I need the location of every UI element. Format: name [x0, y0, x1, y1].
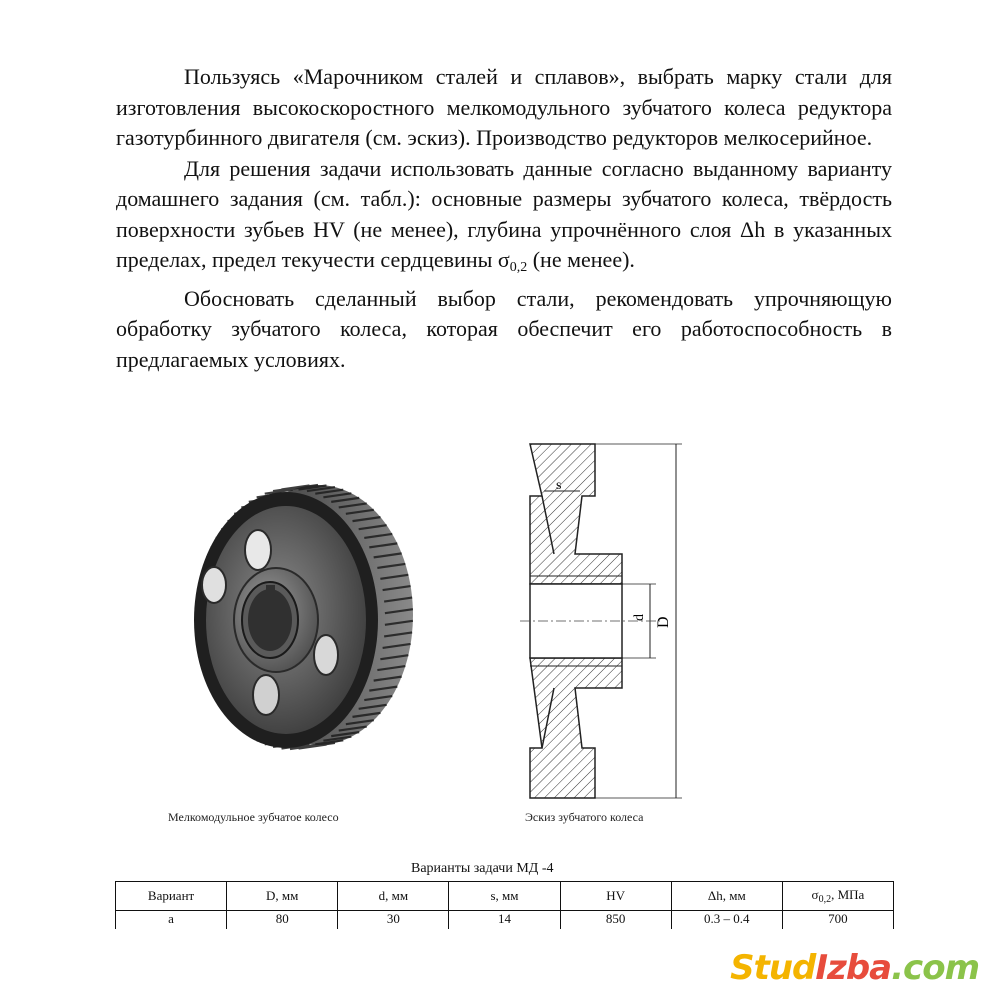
gear-hole-2	[202, 567, 226, 603]
paragraph-3: Обосновать сделанный выбор стали, рекомендовать упрочняющую обработку зубчатого колеса, которая обеспечит его работоспособность в предлагаемых условиях.	[116, 285, 892, 372]
watermark-part-3: .com	[891, 948, 979, 988]
header-d: d, мм	[338, 882, 449, 911]
paragraph-2	[116, 154, 892, 284]
table-row	[116, 911, 894, 930]
paragraph-2-tail: (не менее).	[527, 247, 635, 272]
sketch-label-d: d	[632, 614, 647, 621]
variants-table	[115, 881, 894, 929]
task-text	[116, 62, 892, 375]
cell-sigma: 700	[782, 911, 893, 930]
sketch-caption: Эскиз зубчатого колеса	[525, 810, 644, 824]
table-title: Варианты задачи МД -4	[411, 861, 554, 876]
cell-d: 30	[338, 911, 449, 930]
gear-bore-inner	[248, 589, 292, 651]
photo-caption: Мелкомодульное зубчатое колесо	[168, 810, 339, 824]
gear-photo-image	[158, 470, 418, 755]
paragraph-1: Пользуясь «Марочником сталей и сплавов», выбрать марку стали для изготовления высокоскоростного мелкомодульного зубчатого колеса редуктора газотурбинного двигателя (см. эскиз). Производство редукторов мелкосерийное.	[116, 64, 892, 150]
gear-sketch	[500, 436, 720, 808]
watermark-part-2: Izba	[815, 948, 892, 988]
sketch-label-s: s	[556, 478, 562, 493]
header-hv: HV	[560, 882, 671, 911]
cell-delta-h: 0.3 – 0.4	[671, 911, 782, 930]
sketch-section-upper	[530, 444, 622, 584]
table-header-row	[116, 882, 894, 911]
gear-hole-1	[245, 530, 271, 570]
header-D: D, мм	[227, 882, 338, 911]
sketch-section-lower	[530, 658, 622, 798]
cell-hv: 850	[560, 911, 671, 930]
gear-hole-3	[314, 635, 338, 675]
header-delta-h: Δh, мм	[671, 882, 782, 911]
header-s: s, мм	[449, 882, 560, 911]
paragraph-2-text: Для решения задачи использовать данные согласно выданному варианту домашнего задания (см. табл.): основные размеры зубчатого колеса, твёрдость поверхности зубьев HV (не менее), глубина упрочнённого слоя Δh в указанных пределах, предел текучести сердцевины σ	[116, 155, 892, 272]
header-sigma-sub: 0,2	[818, 894, 832, 905]
sketch-label-D: D	[655, 616, 672, 628]
gear-hole-4	[253, 675, 279, 715]
header-sigma	[782, 882, 893, 911]
paragraph-2-subscript: 0,2	[509, 260, 528, 275]
gear-keyway	[266, 585, 275, 593]
header-sigma-tail: , МПа	[831, 887, 865, 902]
header-variant: Вариант	[116, 882, 227, 911]
cell-D: 80	[227, 911, 338, 930]
watermark-logo	[730, 948, 979, 988]
cell-s: 14	[449, 911, 560, 930]
watermark-part-1: Stud	[730, 948, 816, 988]
header-sigma-base: σ	[811, 887, 819, 902]
cell-variant: а	[116, 911, 227, 930]
